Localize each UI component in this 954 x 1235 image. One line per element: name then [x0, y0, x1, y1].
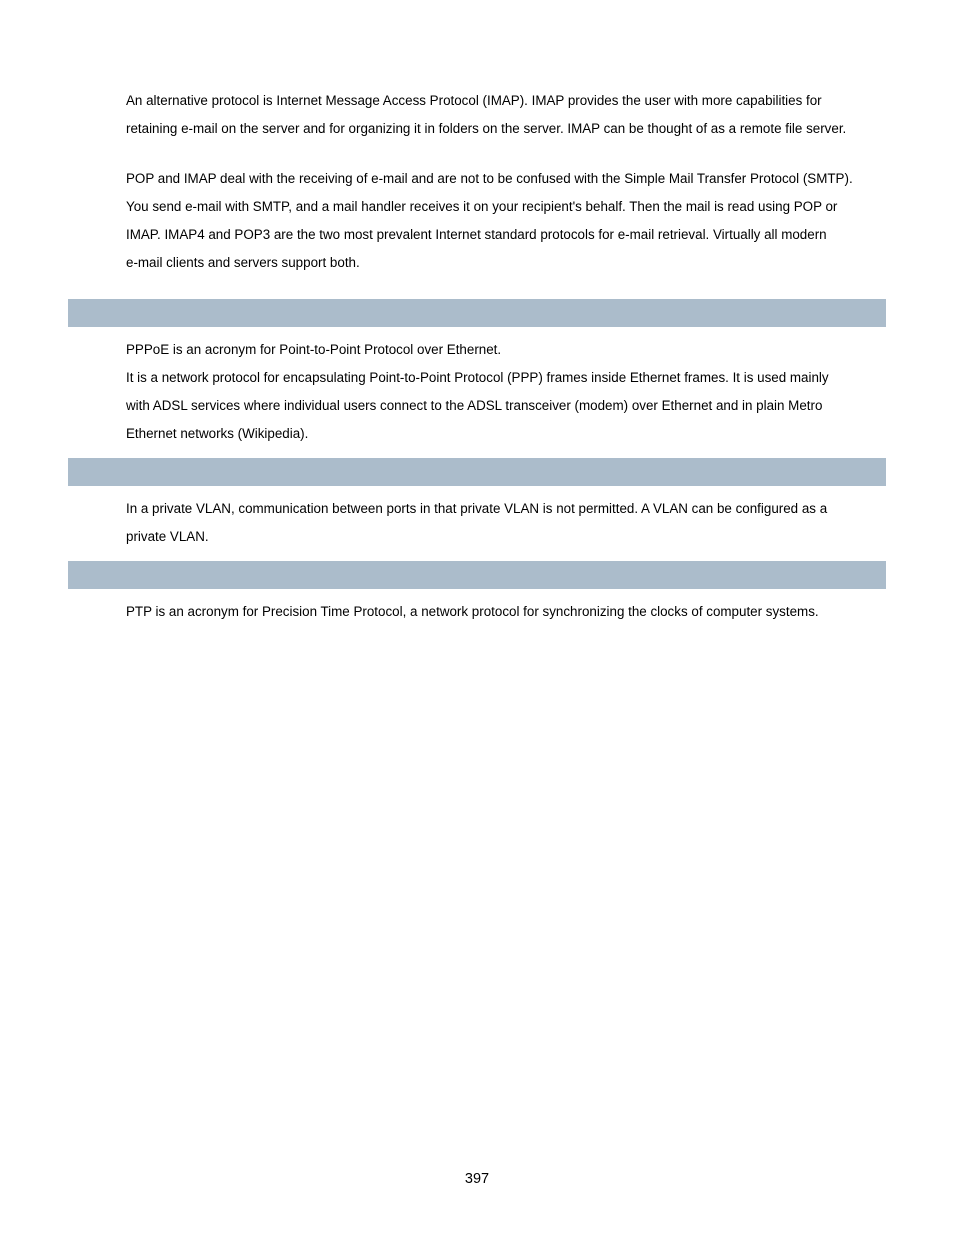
text-line: PTP is an acronym for Precision Time Protocol, a network protocol for synchronizing the clocks of computer systems. — [126, 604, 819, 619]
text-line: IMAP. IMAP4 and POP3 are the two most prevalent Internet standard protocols for e-mail retrieval. Virtually all modern — [126, 227, 827, 242]
page-number: 397 — [464, 1171, 490, 1187]
section-header-bar-private-vlan — [68, 458, 886, 486]
text-line: An alternative protocol is Internet Message Access Protocol (IMAP). IMAP provides the user with more capabilities for — [126, 93, 822, 108]
private-vlan-paragraph — [126, 495, 896, 551]
pop-imap-paragraph — [126, 165, 896, 277]
text-line: Ethernet networks (Wikipedia). — [126, 426, 309, 441]
imap-paragraph — [126, 87, 896, 143]
text-line: retaining e-mail on the server and for organizing it in folders on the server. IMAP can be thought of as a remote file server. — [126, 121, 847, 136]
text-line: PPPoE is an acronym for Point-to-Point Protocol over Ethernet. — [126, 342, 502, 357]
text-line: In a private VLAN, communication between ports in that private VLAN is not permitted. A VLAN can be configured as a — [126, 501, 828, 516]
text-line: POP and IMAP deal with the receiving of e-mail and are not to be confused with the Simple Mail Transfer Protocol (SMTP). — [126, 171, 853, 186]
ptp-paragraph — [126, 598, 896, 626]
text-line: private VLAN. — [126, 529, 209, 544]
section-header-bar-ptp — [68, 561, 886, 589]
section-header-bar-pppoe — [68, 299, 886, 327]
text-line: You send e-mail with SMTP, and a mail handler receives it on your recipient's behalf. Then the mail is read using POP or — [126, 199, 838, 214]
text-line: with ADSL services where individual users connect to the ADSL transceiver (modem) over Ethernet and in plain Metro — [126, 398, 823, 413]
pppoe-paragraph — [126, 336, 896, 448]
text-line: It is a network protocol for encapsulating Point-to-Point Protocol (PPP) frames inside Ethernet frames. It is used mainly — [126, 370, 829, 385]
text-line: e-mail clients and servers support both. — [126, 255, 360, 270]
